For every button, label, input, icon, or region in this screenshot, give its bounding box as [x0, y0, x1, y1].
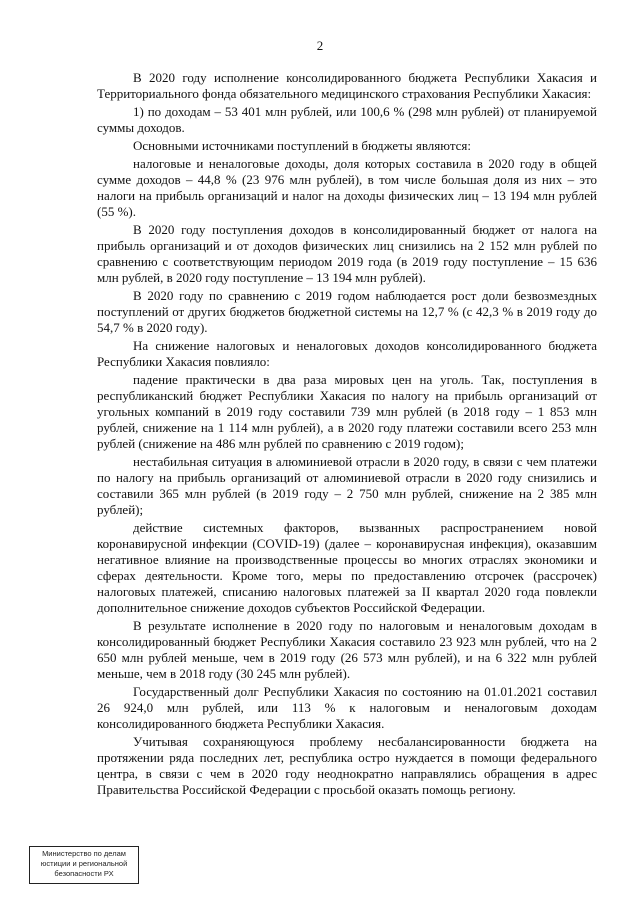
stamp-line-3: безопасности РХ — [54, 869, 114, 878]
stamp-line-1: Министерство по делам — [42, 849, 126, 858]
paragraph-state-debt: Государственный долг Республики Хакасия по состоянию на 01.01.2021 составил 26 924,0 млн рублей, или 113 % к налоговым и неналоговым доходам консолидированного бюджета Республики Хакасия. — [97, 684, 597, 731]
paragraph-tax-revenue-share: налоговые и неналоговые доходы, доля которых составила в 2020 году в общей сумме доходов – 44,8 % (23 976 млн рублей), в том числе большая доля из них – это налоги на прибыль организаций и налог на доходы физических лиц – 13 194 млн рублей (55 %). — [97, 156, 597, 219]
paragraph-federal-help: Учитывая сохраняющуюся проблему несбалансированности бюджета на протяжении ряда последних лет, республика остро нуждается в помощи федерального центра, в связи с чем в 2020 году неоднократно направлялись обращения в адрес Правительства Российской Федерации с просьбой оказать помощь региону. — [97, 734, 597, 797]
paragraph-covid-factors: действие системных факторов, вызванных распространением новой коронавирусной инфекции (COVID-19) (далее – коронавирусная инфекция), оказавшим негативное влияние на производственные процессы во многих отраслях экономики и сферах деятельности. Кроме того, меры по предоставлению отсрочек (рассрочек) налоговых платежей, списанию налоговых платежей за II квартал 2020 года повлекли дополнительное снижение доходов субъектов Российской Федерации. — [97, 520, 597, 615]
paragraph-result: В результате исполнение в 2020 году по налоговым и неналоговым доходам в консолидированный бюджет Республики Хакасия составило 23 923 млн рублей, что на 2 650 млн рублей меньше, чем в 2019 году (26 573 млн рублей), и на 6 322 млн рублей меньше, чем в 2018 году (30 245 млн рублей). — [97, 618, 597, 681]
document-body — [97, 70, 597, 800]
registration-stamp — [29, 846, 139, 884]
stamp-line-2: юстиции и региональной — [40, 859, 128, 868]
page-number: 2 — [316, 38, 324, 53]
paragraph-coal-prices: падение практически в два раза мировых цен на уголь. Так, поступления в республиканский бюджет Республики Хакасия по налогу на прибыль организаций от угольных компаний в 2019 году составили 739 млн рублей (в 2018 году – 1 853 млн рублей, снижение на 1 114 млн рублей), а в 2020 году платежи составили всего 253 млн рублей (снижение на 486 млн рублей по сравнению с 2019 годом); — [97, 372, 597, 451]
paragraph-aluminum-industry: нестабильная ситуация в алюминиевой отрасли в 2020 году, в связи с чем платежи по налогу на прибыль организаций от алюминиевой отрасли в 2020 году снизились и составили 365 млн рублей (в 2019 году – 2 750 млн рублей, снижение на 2 385 млн рублей); — [97, 454, 597, 517]
paragraph-main-sources: Основными источниками поступлений в бюджеты являются: — [133, 138, 472, 153]
paragraph-intro: В 2020 году исполнение консолидированного бюджета Республики Хакасия и Территориального фонда обязательного медицинского страхования Республики Хакасия: — [97, 70, 597, 101]
paragraph-decline-factors: На снижение налоговых и неналоговых доходов консолидированного бюджета Республики Хакасия повлияло: — [97, 338, 597, 369]
paragraph-revenue-item: 1) по доходам – 53 401 млн рублей, или 100,6 % (298 млн рублей) от планируемой суммы доходов. — [97, 104, 597, 135]
paragraph-profit-tax-decline: В 2020 году поступления доходов в консолидированный бюджет от налога на прибыль организаций и от доходов физических лиц снизились на 2 152 млн рублей по сравнению с соответствующим периодом 2019 года (в 2019 году поступление – 15 636 млн рублей, в 2020 году поступление – 13 194 млн рублей). — [97, 222, 597, 285]
paragraph-transfers-growth: В 2020 году по сравнению с 2019 годом наблюдается рост доли безвозмездных поступлений от других бюджетов бюджетной системы на 12,7 % (с 42,3 % в 2019 году до 54,7 % в 2020 году). — [97, 288, 597, 335]
